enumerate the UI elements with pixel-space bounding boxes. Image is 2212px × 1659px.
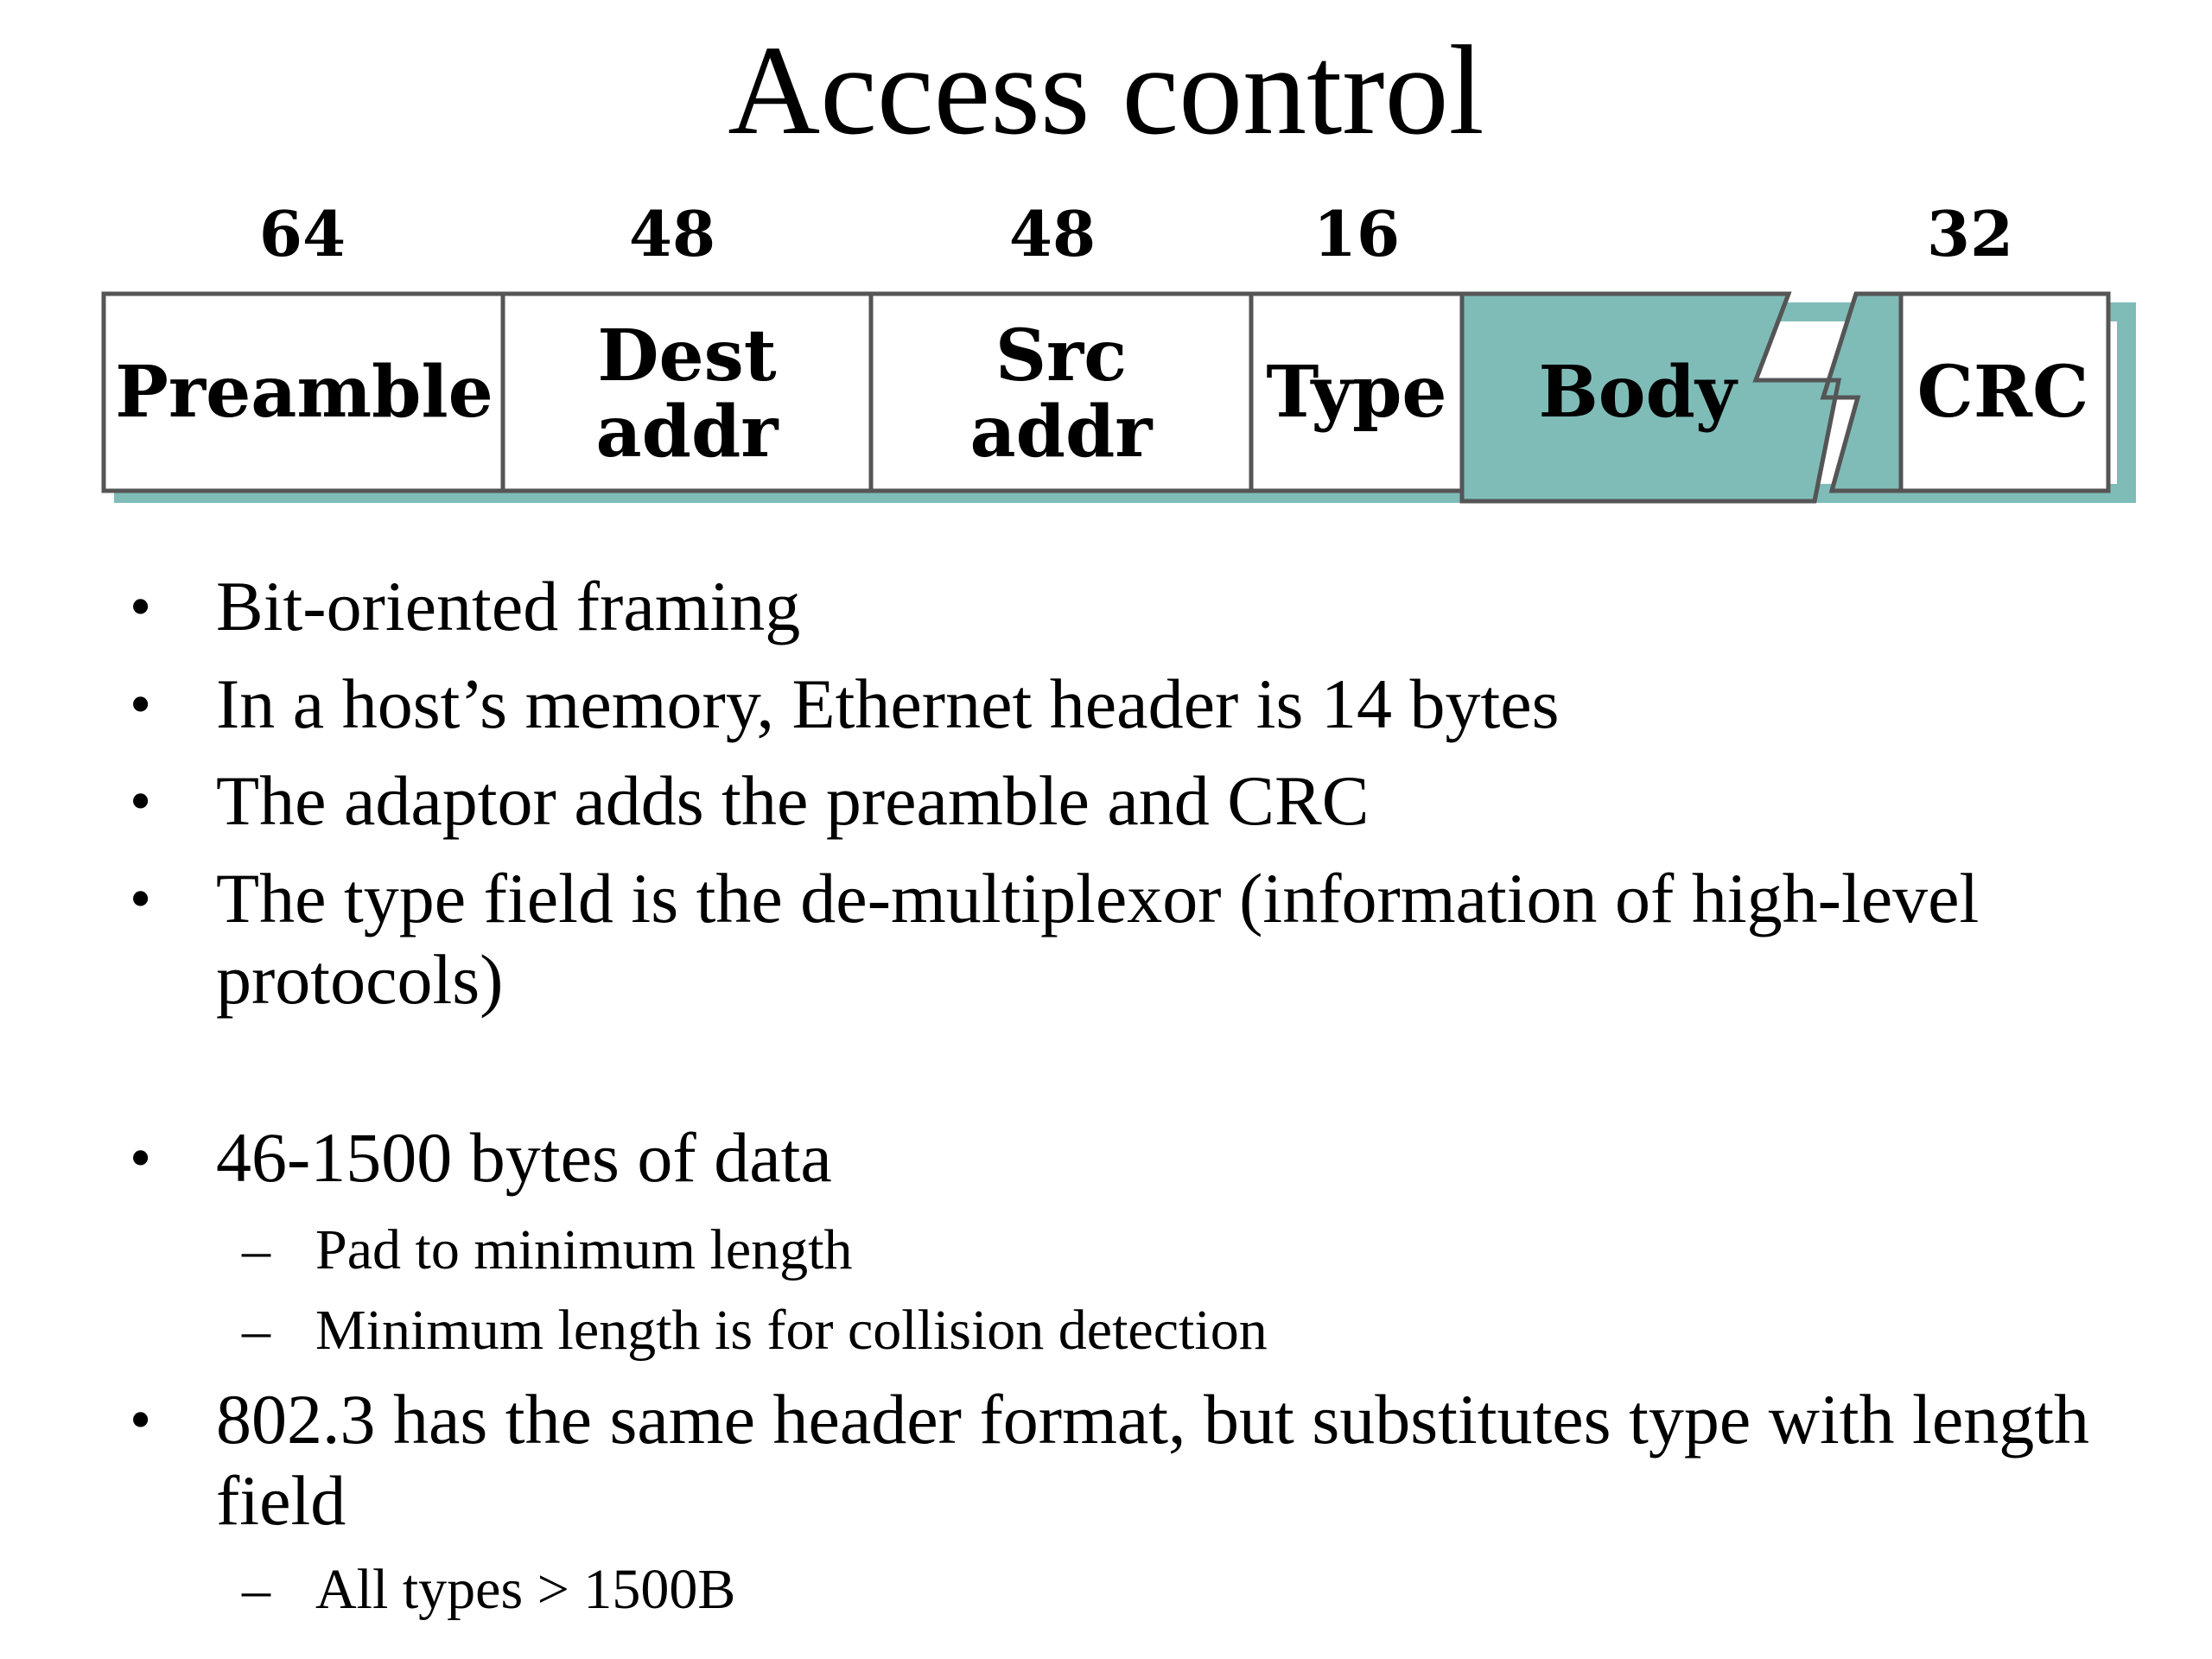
sub-bullet-text: All types > 1500B [315, 1558, 736, 1621]
slide-title: Access control [728, 20, 1484, 162]
bullet-text: Bit-oriented framing [216, 567, 801, 645]
field-label-dest-line2: addr [595, 391, 779, 474]
bullet-dot: • [130, 572, 152, 641]
sub-bullet-dash: – [242, 1299, 270, 1362]
sub-bullet-text: Minimum length is for collision detection [315, 1299, 1268, 1362]
bullet-dot: • [130, 670, 152, 739]
bullet-text: In a host’s memory, Ethernet header is 14 bytes [216, 664, 1560, 743]
bullet-text: The adaptor adds the preamble and CRC [216, 761, 1370, 840]
sub-bullet-text: Pad to minimum length [315, 1218, 853, 1281]
ethernet-frame-diagram [0, 0, 2212, 536]
sub-bullet-item [242, 1216, 2044, 1285]
bullet-text: 802.3 has the same header format, but substitutes type with length field [216, 1380, 2089, 1540]
sub-bullet-dash: – [242, 1218, 270, 1281]
sub-bullet-item [242, 1296, 2044, 1365]
bullet-item [130, 664, 2100, 745]
frame-shadow-right [2117, 311, 2136, 501]
field-label-crc: CRC [1916, 351, 2089, 434]
field-label-body: Body [1538, 351, 1737, 434]
bullet-item [130, 1379, 2100, 1541]
bullet-item [130, 1117, 2100, 1198]
sub-bullet-dash: – [242, 1558, 270, 1621]
bits-label-dest-addr: 48 [628, 197, 716, 270]
bullet-item [130, 566, 2100, 647]
bullet-dot: • [130, 1385, 152, 1454]
field-label-type: Type [1266, 351, 1447, 434]
bullet-dot: • [130, 864, 152, 933]
field-label-src-line2: addr [969, 391, 1153, 474]
field-label-preamble: Preamble [115, 351, 493, 434]
bullet-dot: • [130, 766, 152, 836]
bullet-item [130, 760, 2100, 842]
bullet-text: 46-1500 bytes of data [216, 1118, 832, 1197]
field-label-dest-line1: Dest [597, 315, 777, 397]
sub-bullet-item [242, 1555, 2044, 1624]
bits-label-preamble: 64 [258, 197, 346, 270]
bits-label-type: 16 [1313, 197, 1401, 270]
bullet-item [130, 858, 2100, 1020]
field-label-src-line1: Src [995, 315, 1128, 397]
bits-label-src-addr: 48 [1008, 197, 1096, 270]
bullet-dot: • [130, 1123, 152, 1192]
bullet-text: The type field is the de-multiplexor (information of high-level protocols) [216, 859, 1980, 1019]
bits-label-crc: 32 [1926, 197, 2014, 270]
